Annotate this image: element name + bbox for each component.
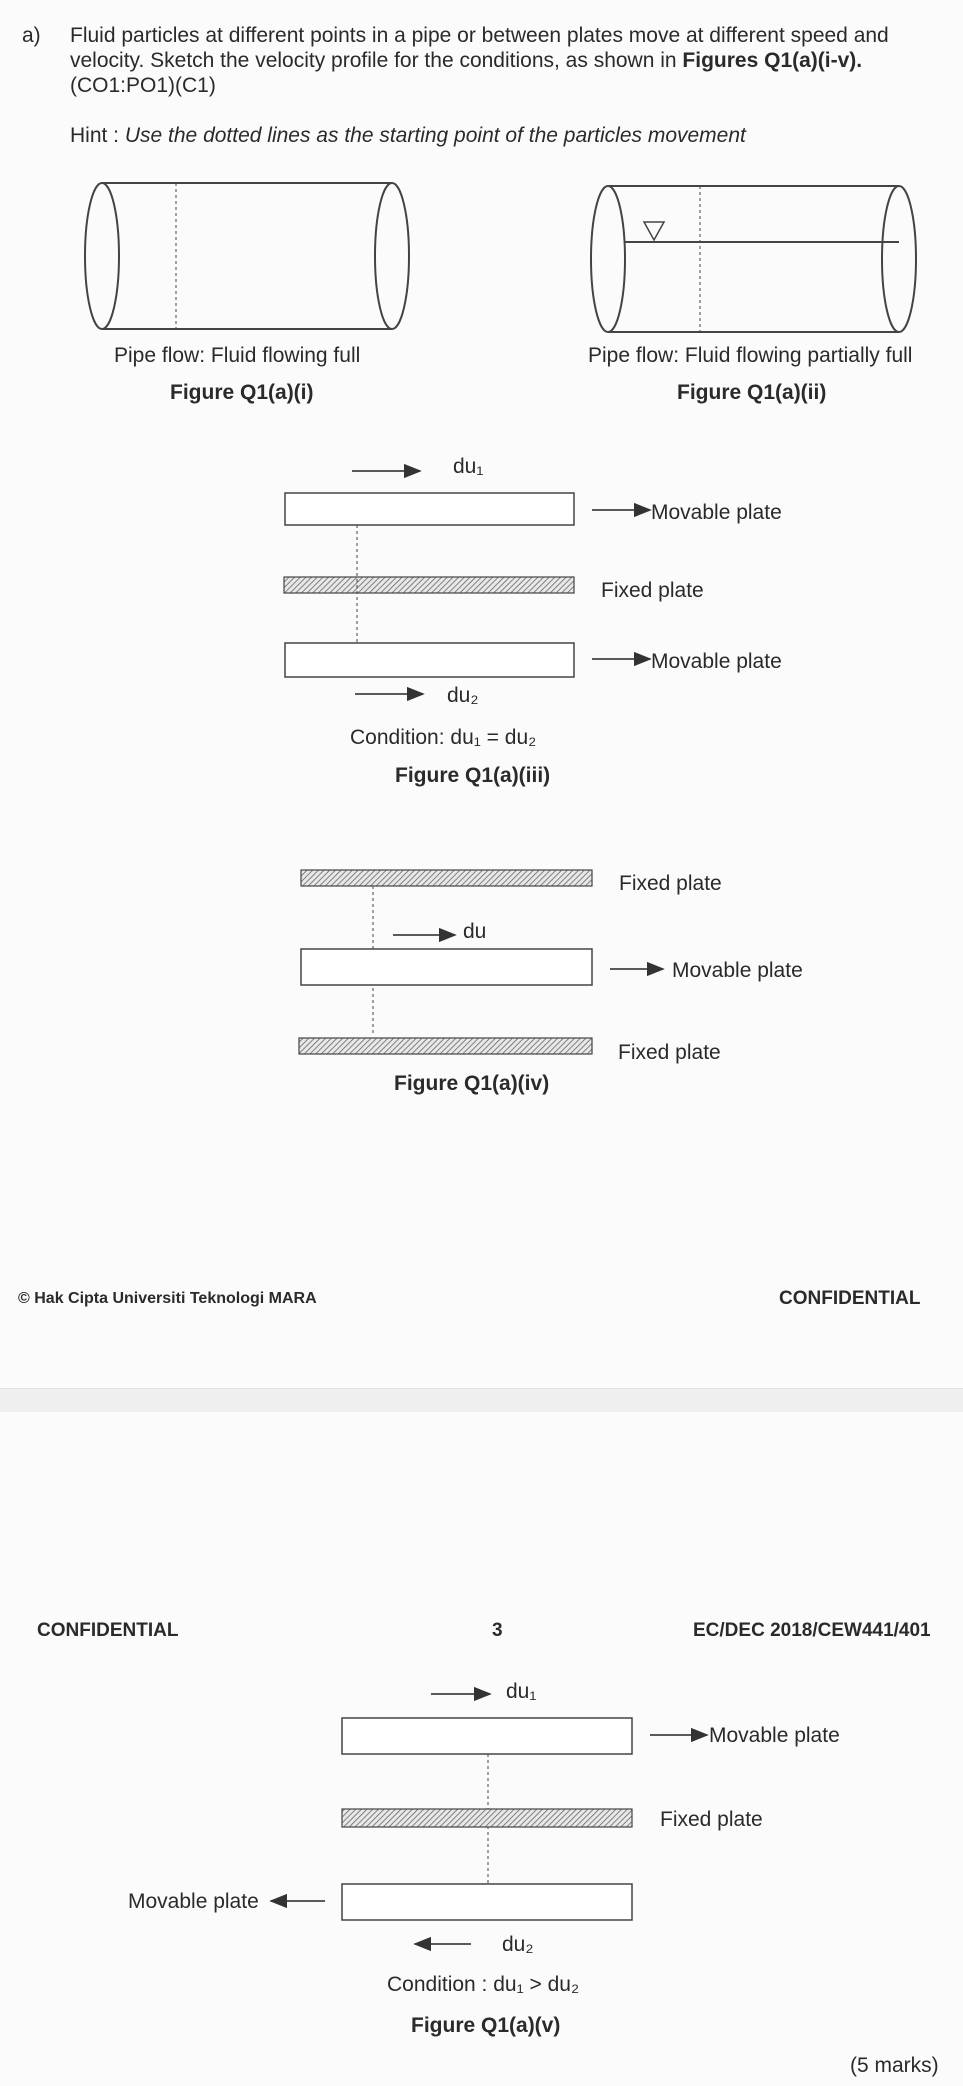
fig-iii-condition: Condition: du₁ = du₂: [350, 726, 537, 749]
fig-v-movable-bottom-label: Movable plate: [128, 1890, 259, 1913]
page-number: 3: [492, 1620, 503, 1641]
fig-i-caption: Pipe flow: Fluid flowing full: [114, 344, 361, 367]
fig-iii-fixed-plate: [284, 577, 574, 593]
fig-v-condition: Condition : du₁ > du₂: [387, 1973, 580, 1996]
fig-iv-du-label: du: [463, 920, 487, 943]
fig-v-title: Figure Q1(a)(v): [411, 2014, 561, 2037]
fig-iv-fixed-top-label: Fixed plate: [619, 872, 722, 895]
fig-v-fixed-label: Fixed plate: [660, 1808, 763, 1831]
hint-prefix: Hint :: [70, 124, 125, 147]
hint-body: Use the dotted lines as the starting point of the particles movement: [124, 124, 746, 147]
fig-iv-fixed-plate-bottom: [299, 1038, 592, 1054]
fig-iii-fixed-label: Fixed plate: [601, 579, 704, 602]
fig-v-movable-top-label: Movable plate: [709, 1724, 840, 1747]
confidential-header: CONFIDENTIAL: [37, 1620, 179, 1641]
fig-iii-movable-plate-bottom: [285, 643, 574, 677]
fig-v-fixed-plate: [342, 1809, 632, 1827]
fig-iii-du2-label: du₂: [447, 684, 479, 707]
course-outcome-code: (CO1:PO1)(C1): [70, 74, 216, 97]
fig-iii-drawing: [284, 471, 650, 694]
fig-v-movable-plate-bottom: [342, 1884, 632, 1920]
fig-iv-drawing: [299, 870, 663, 1054]
question-text-line-1: Fluid particles at different points in a pipe or between plates move at different speed and: [70, 24, 889, 47]
exam-page-2: [0, 1412, 963, 2086]
copyright-footer: © Hak Cipta Universiti Teknologi MARA: [18, 1290, 317, 1307]
exam-code: EC/DEC 2018/CEW441/401: [693, 1620, 931, 1641]
fig-iii-du1-label: du₁: [453, 455, 484, 478]
figures-reference: Figures Q1(a)(i-v).: [682, 49, 863, 72]
fig-v-du1-label: du₁: [506, 1680, 537, 1703]
question-label: a): [22, 24, 41, 47]
fig-iv-title: Figure Q1(a)(iv): [394, 1072, 550, 1095]
question-text-line-2-main: velocity. Sketch the velocity profile for the conditions, as shown in: [70, 49, 683, 72]
fig-iii-title: Figure Q1(a)(iii): [395, 764, 551, 787]
fig-ii-title: Figure Q1(a)(ii): [677, 381, 827, 404]
fig-iii-movable-bottom-label: Movable plate: [651, 650, 782, 673]
fig-iii-movable-top-label: Movable plate: [651, 501, 782, 524]
fig-iv-fixed-bottom-label: Fixed plate: [618, 1041, 721, 1064]
fig-v-movable-plate-top: [342, 1718, 632, 1754]
fig-iv-fixed-plate-top: [301, 870, 592, 886]
confidential-footer: CONFIDENTIAL: [779, 1288, 921, 1309]
fig-v-du2-label: du₂: [502, 1933, 534, 1956]
fig-i-title: Figure Q1(a)(i): [170, 381, 314, 404]
page-separator: [0, 1388, 963, 1413]
fig-ii-caption: Pipe flow: Fluid flowing partially full: [588, 344, 913, 367]
fig-iv-movable-label: Movable plate: [672, 959, 803, 982]
marks-label: (5 marks): [850, 2054, 939, 2077]
fig-iii-movable-plate-top: [285, 493, 574, 525]
fig-iv-movable-plate: [301, 949, 592, 985]
